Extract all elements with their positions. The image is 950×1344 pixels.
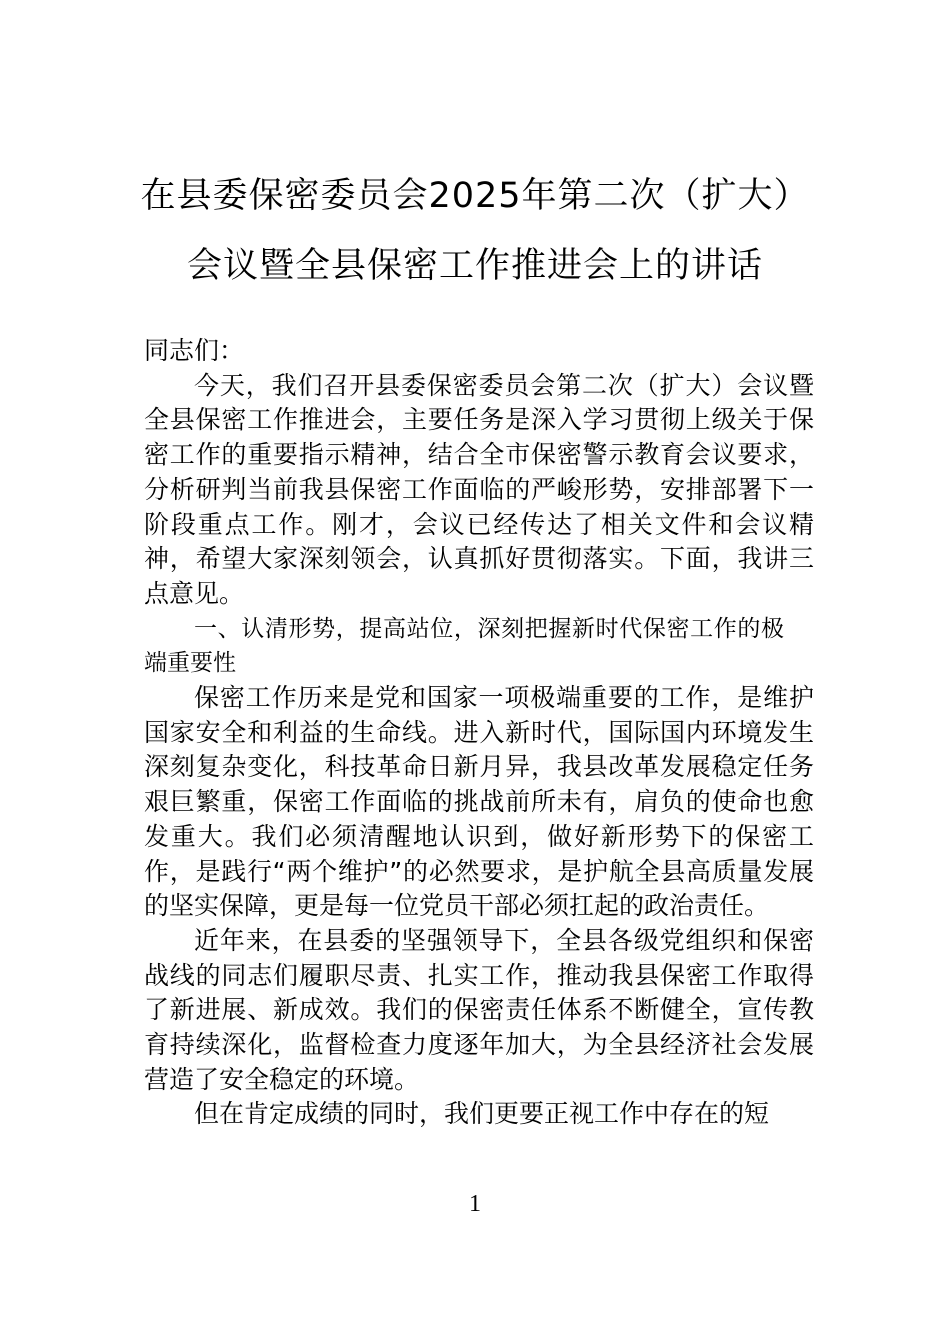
paragraph-achievements: 近年来，在县委的坚强领导下，全县各级党组织和保密战线的同志们履职尽责、扎实工作，推动我县保密工作取得了新进展、新成效。我们的保密责任体系不断健全，宣传教育持续深化，监督检查力度逐年加大，为全县经济社会发展营造了安全稳定的环境。 [144,925,814,1094]
paragraph-shortcomings: 但在肯定成绩的同时，我们更要正视工作中存在的短 [194,1099,770,1129]
section-heading-1: 一、认清形势，提高站位，深刻把握新时代保密工作的极端重要性 [144,615,784,677]
document-body [144,334,814,1132]
page-number: 1 [469,1191,481,1217]
document-title-line-2: 会议暨全县保密工作推进会上的讲话 [186,246,763,286]
document-title-line-1: 在县委保密委员会2025年第二次（扩大） [140,176,810,216]
paragraph-importance: 保密工作历来是党和国家一项极端重要的工作，是维护国家安全和利益的生命线。进入新时代，国际国内环境发生深刻复杂变化，科技革命日新月异，我县改革发展稳定任务艰巨繁重，保密工作面临的挑战前所未有，肩负的使命也愈发重大。我们必须清醒地认识到，做好新形势下的保密工作，是践行“两个维护”的必然要求，是护航全县高质量发展的坚实保障，更是每一位党员干部必须扛起的政治责任。 [144,683,814,921]
salutation: 同志们： [144,336,245,365]
paragraph-intro: 今天，我们召开县委保密委员会第二次（扩大）会议暨全县保密工作推进会，主要任务是深入学习贯彻上级关于保密工作的重要指示精神，结合全市保密警示教育会议要求，分析研判当前我县保密工作面临的严峻形势，安排部署下一阶段重点工作。刚才，会议已经传达了相关文件和会议精神，希望大家深刻领会，认真抓好贯彻落实。下面，我讲三点意见。 [144,370,814,608]
